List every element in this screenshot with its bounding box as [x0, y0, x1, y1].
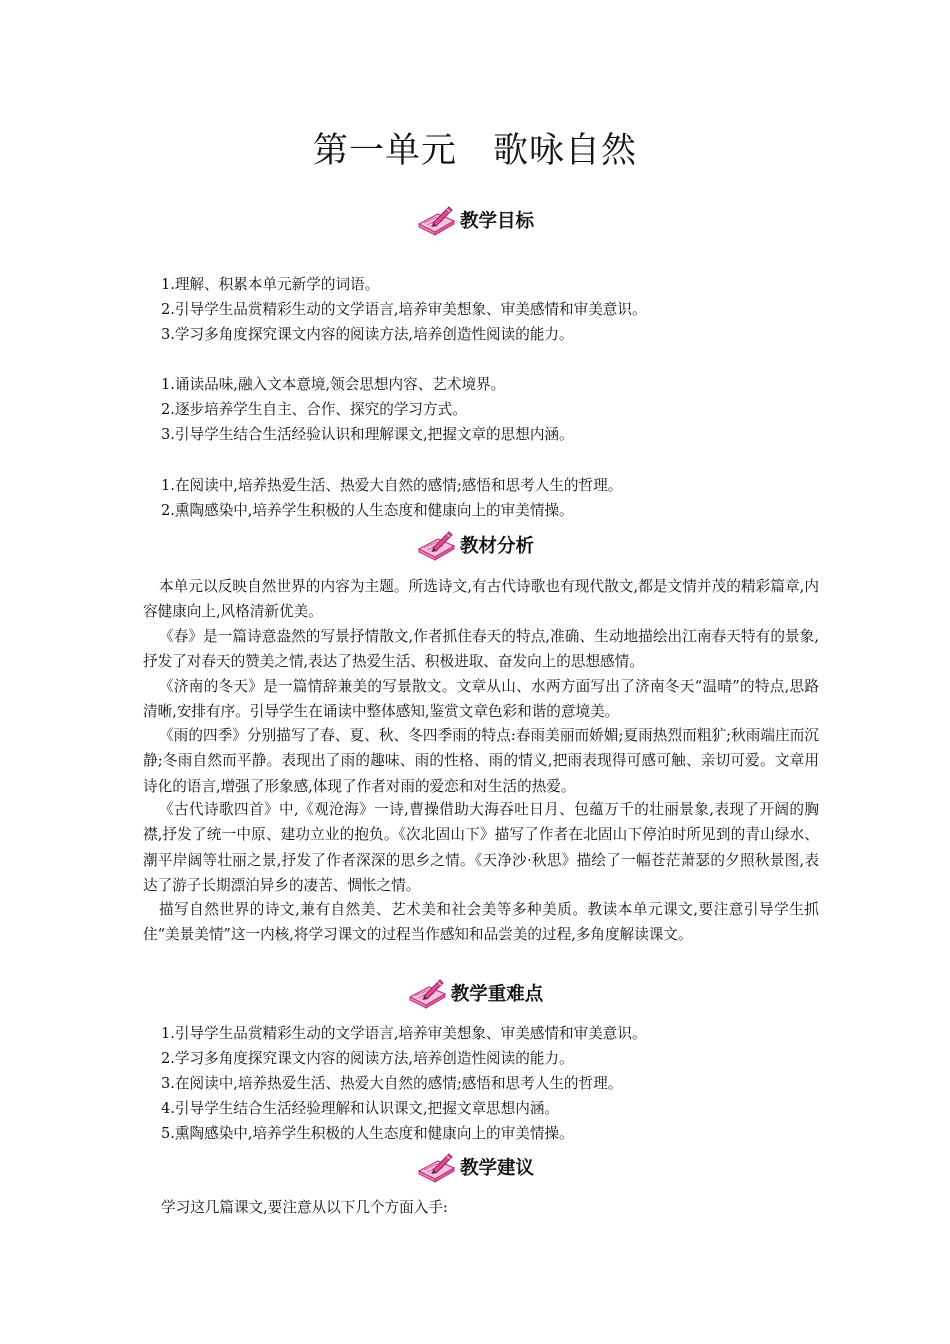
- keypoint-item: 5.熏陶感染中,培养学生积极的人生态度和健康向上的审美情操。: [161, 1125, 574, 1142]
- section-title: 教材分析: [459, 536, 534, 557]
- objective-item: 2.引导学生品赏精彩生动的文学语言,培养审美想象、审美感情和审美意识。: [161, 301, 647, 318]
- section-header-objectives: [0, 203, 950, 237]
- objective-item: 3.学习多角度探究课文内容的阅读方法,培养创造性阅读的能力。: [161, 326, 574, 343]
- analysis-paragraph: 《春》是一篇诗意盎然的写景抒情散文,作者抓住春天的特点,准确、生动地描绘出江南春天特有的景象,抒发了对春天的赞美之情,表达了热爱生活、积极进取、奋发向上的思想感情。: [143, 628, 819, 671]
- objective-item: 1.在阅读中,培养热爱生活、热爱大自然的感情;感悟和思考人生的哲理。: [161, 477, 623, 494]
- book-pen-icon: [416, 1151, 456, 1183]
- section-header-keypoints: [0, 976, 950, 1010]
- objective-item: 1.理解、积累本单元新学的词语。: [161, 276, 380, 293]
- section-title: 教学目标: [459, 211, 534, 232]
- page-title: 第一单元 歌咏自然: [312, 131, 637, 171]
- analysis-paragraph: 描写自然世界的诗文,兼有自然美、艺术美和社会美等多种美质。教读本单元课文,要注意引导学生抓住“美景美情”这一内核,将学习课文的过程当作感知和品尝美的过程,多角度解读课文。: [143, 901, 819, 944]
- section-title: 教学建议: [459, 1158, 534, 1179]
- objective-item: 2.逐步培养学生自主、合作、探究的学习方式。: [161, 401, 467, 418]
- section-header-suggestions: [0, 1150, 950, 1184]
- objective-item: 3.引导学生结合生活经验认识和理解课文,把握文章的思想内涵。: [161, 426, 574, 443]
- analysis-paragraph: 《雨的四季》分别描写了春、夏、秋、冬四季雨的特点:春雨美丽而娇媚;夏雨热烈而粗犷;秋雨端庄而沉静;冬雨自然而平静。表现出了雨的趣味、雨的性格、雨的情义,把雨表现得可感可触、亲切可爱。文章用诗化的语言,增强了形象感,体现了作者对雨的爱恋和对生活的热爱。: [143, 727, 819, 795]
- suggestion-intro: 学习这几篇课文,要注意从以下几个方面入手:: [161, 1199, 448, 1216]
- section-title: 教学重难点: [450, 984, 544, 1005]
- book-pen-icon: [407, 977, 447, 1009]
- objective-item: 1.诵读品味,融入文本意境,领会思想内容、艺术境界。: [161, 376, 506, 393]
- analysis-paragraph: 本单元以反映自然世界的内容为主题。所选诗文,有古代诗歌也有现代散文,都是文情并茂的精彩篇章,内容健康向上,风格清新优美。: [143, 578, 819, 621]
- keypoint-item: 3.在阅读中,培养热爱生活、热爱大自然的感情;感悟和思考人生的哲理。: [161, 1075, 623, 1092]
- book-pen-icon: [416, 204, 456, 236]
- objective-item: 2.熏陶感染中,培养学生积极的人生态度和健康向上的审美情操。: [161, 502, 574, 519]
- keypoint-item: 1.引导学生品赏精彩生动的文学语言,培养审美想象、审美感情和审美意识。: [161, 1025, 647, 1042]
- analysis-paragraph: 《古代诗歌四首》中,《观沧海》一诗,曹操借助大海吞吐日月、包蕴万千的壮丽景象,表现了开阔的胸襟,抒发了统一中原、建功立业的抱负。《次北固山下》描写了作者在北固山下停泊时所见到的青山绿水、潮平岸阔等壮丽之景,抒发了作者深深的思乡之情。《天净沙·秋思》描绘了一幅苍茫萧瑟的夕照秋景图,表达了游子长期漂泊异乡的凄苦、惆怅之情。: [143, 801, 819, 895]
- analysis-paragraph: 《济南的冬天》是一篇情辞兼美的写景散文。文章从山、水两方面写出了济南冬天“温晴”的特点,思路清晰,安排有序。引导学生在诵读中整体感知,鉴赏文章色彩和谐的意境美。: [143, 678, 819, 721]
- book-pen-icon: [416, 529, 456, 561]
- keypoint-item: 2.学习多角度探究课文内容的阅读方法,培养创造性阅读的能力。: [161, 1050, 574, 1067]
- section-header-analysis: [0, 528, 950, 562]
- keypoint-item: 4.引导学生结合生活经验理解和认识课文,把握文章思想内涵。: [161, 1100, 560, 1117]
